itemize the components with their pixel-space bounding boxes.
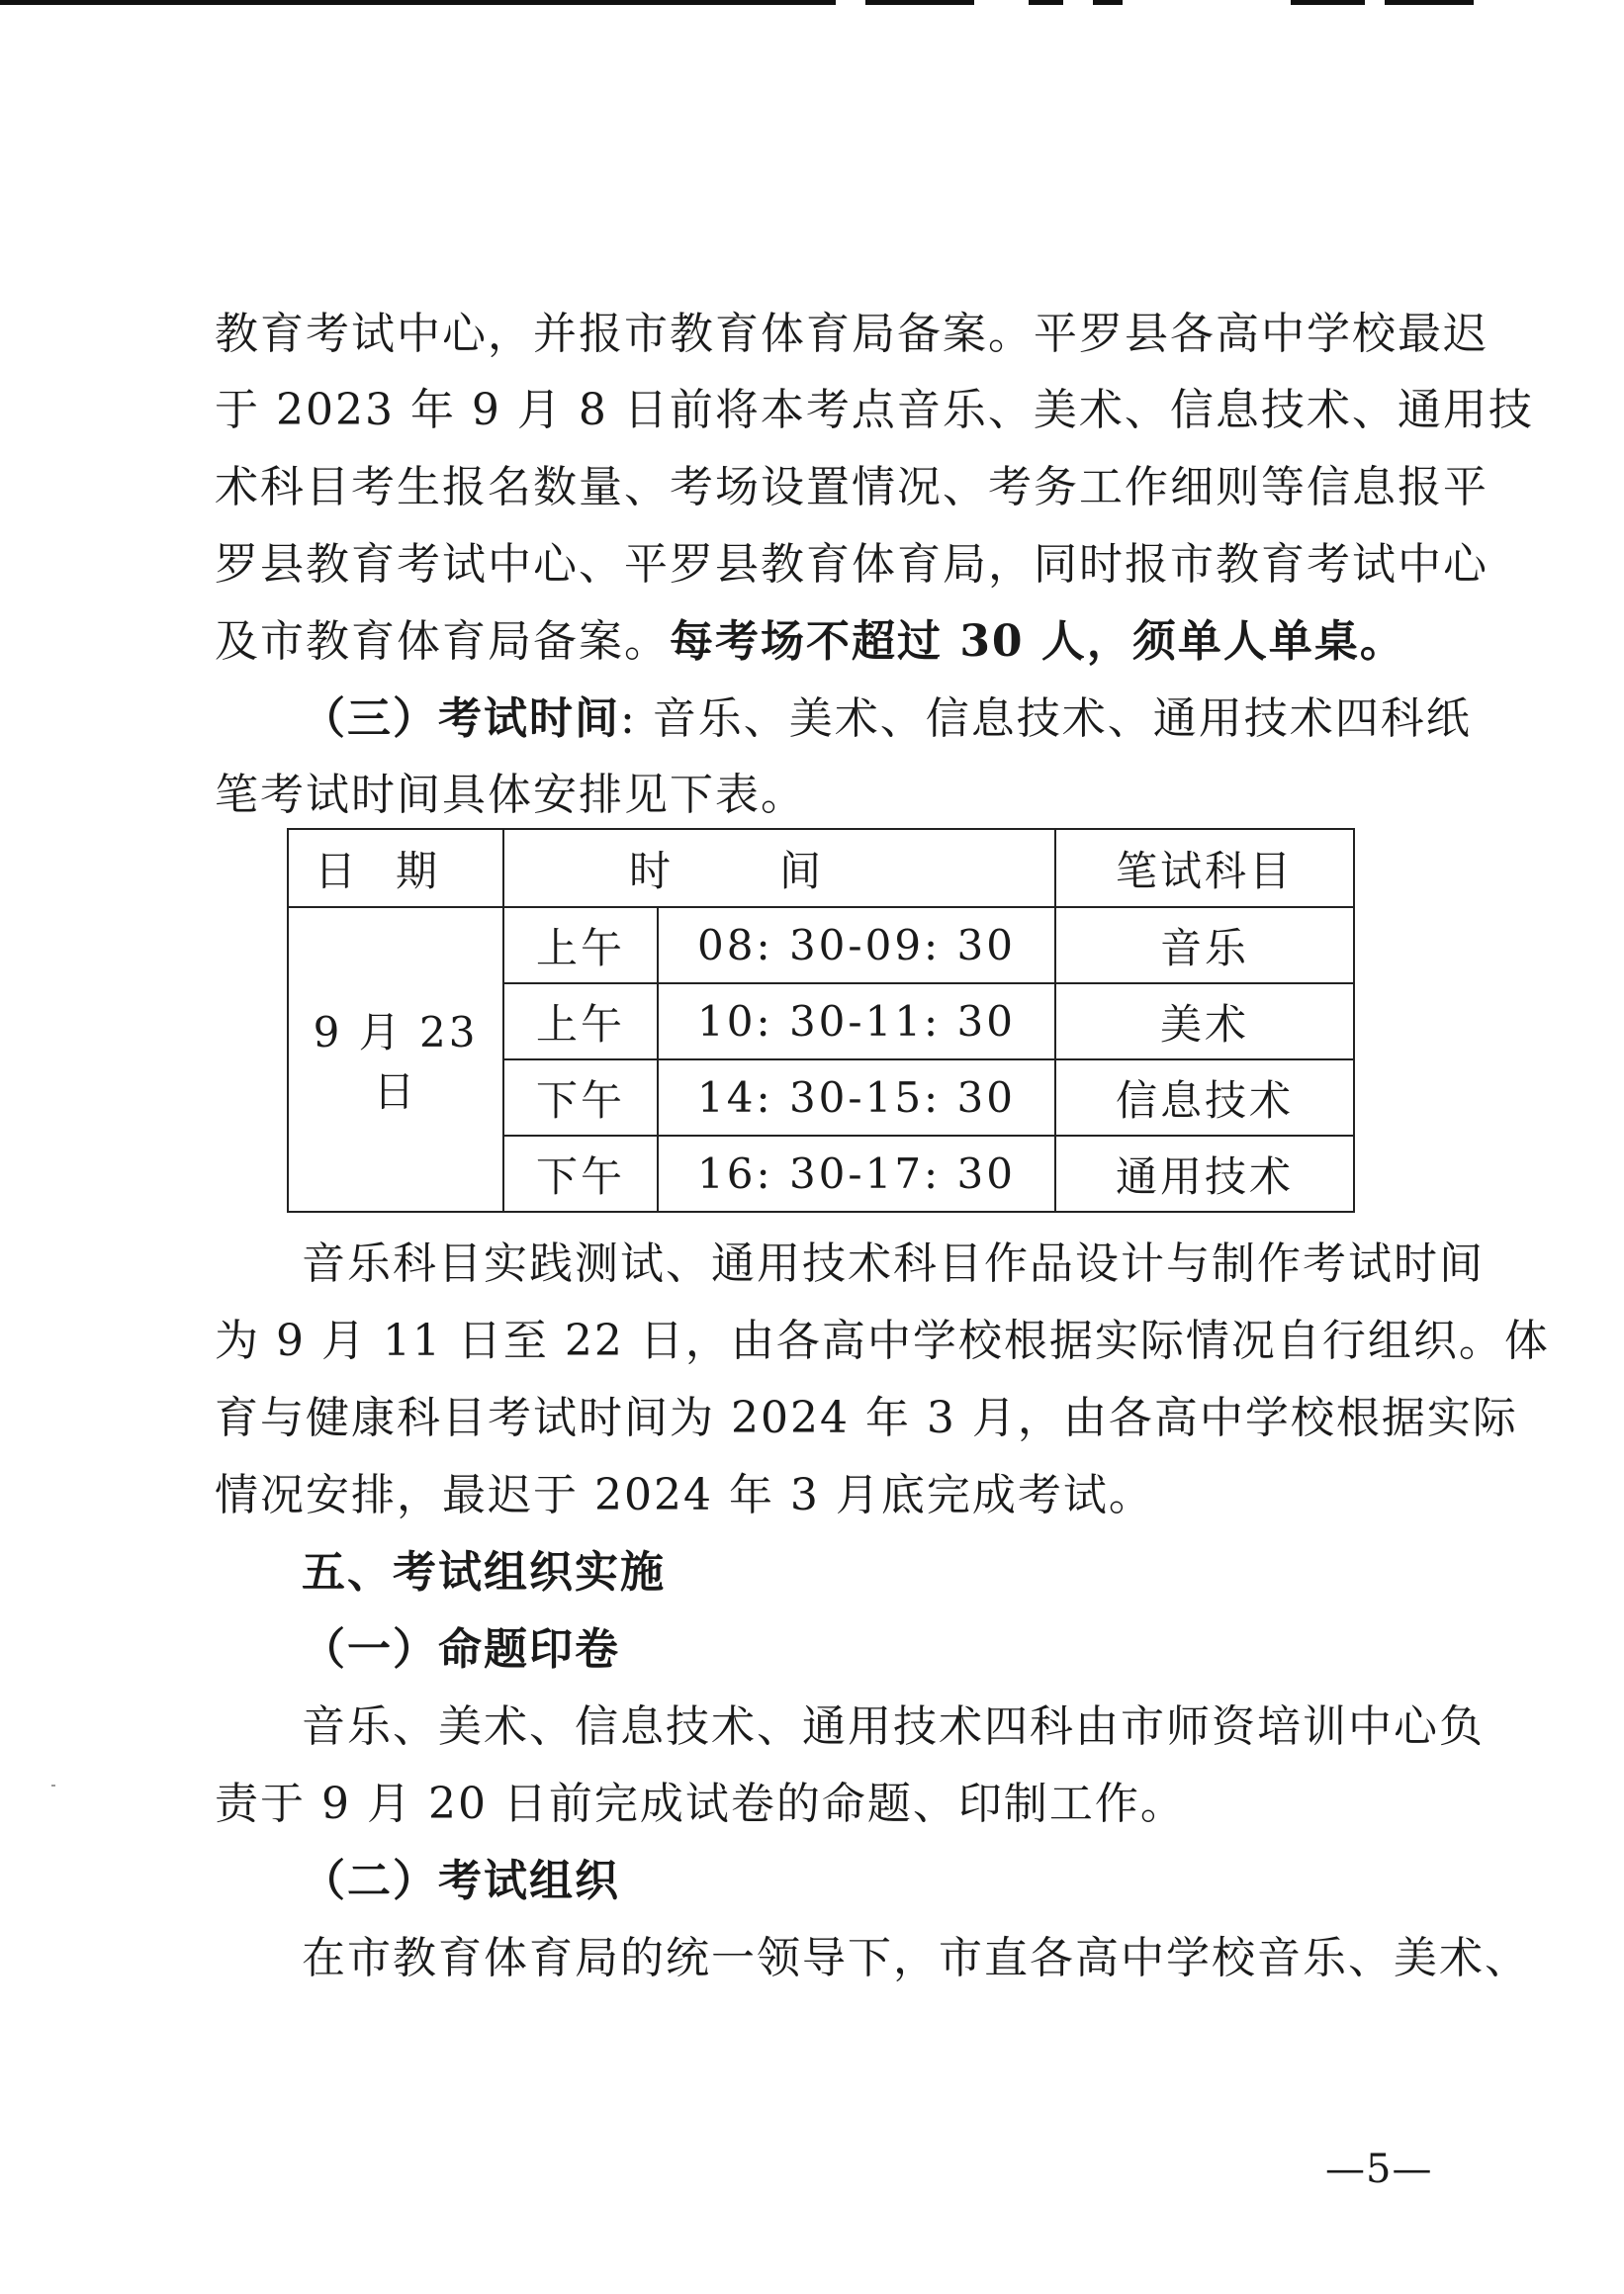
paragraph-line: 育与健康科目考试时间为 2024 年 3 月，由各高中学校根据实际	[215, 1393, 1518, 1443]
subject-cell: 信息技术	[1055, 1059, 1354, 1136]
period-cell: 上午	[503, 983, 658, 1059]
time-cell: 10: 30-11: 30	[658, 983, 1055, 1059]
scan-edge-mark	[1093, 0, 1123, 5]
period-cell: 上午	[503, 907, 658, 983]
table-header-row	[288, 829, 1354, 907]
scan-edge-mark	[1291, 0, 1365, 5]
subsection-heading: （一）命题印卷	[302, 1624, 620, 1675]
section-heading: （三）考试时间	[302, 693, 620, 744]
paragraph-line: 于 2023 年 9 月 8 日前将本考点音乐、美术、信息技术、通用技	[215, 385, 1534, 435]
page-number: —5—	[1325, 2147, 1433, 2192]
period-cell: 下午	[503, 1059, 658, 1136]
scan-edge-mark	[0, 0, 836, 5]
header-time: 时间	[503, 829, 1055, 907]
paragraph-line: 教育考试中心，并报市教育体育局备案。平罗县各高中学校最迟	[215, 309, 1489, 359]
scan-edge-mark	[865, 0, 974, 5]
paragraph-line	[215, 612, 1426, 672]
subject-cell: 美术	[1055, 983, 1354, 1059]
paragraph-line: 笔考试时间具体安排见下表。	[215, 770, 806, 820]
paragraph-line: 在市教育体育局的统一领导下，市直各高中学校音乐、美术、	[302, 1933, 1530, 1983]
scan-edge-mark	[1029, 0, 1063, 5]
paragraph-line: 音乐、美术、信息技术、通用技术四科由市师资培训中心负	[302, 1701, 1485, 1752]
time-cell: 14: 30-15: 30	[658, 1059, 1055, 1136]
table-row	[288, 907, 1354, 983]
paragraph-line: 音乐科目实践测试、通用技术科目作品设计与制作考试时间	[302, 1239, 1485, 1289]
subsection-heading: （二）考试组织	[302, 1856, 620, 1906]
header-date: 日期	[288, 829, 503, 907]
time-cell: 16: 30-17: 30	[658, 1136, 1055, 1212]
time-cell: 08: 30-09: 30	[658, 907, 1055, 983]
paragraph-line: 罗县教育考试中心、平罗县教育体育局，同时报市教育考试中心	[215, 539, 1489, 590]
paragraph-line: 情况安排，最迟于 2024 年 3 月底完成考试。	[215, 1470, 1154, 1520]
exam-schedule-table	[287, 828, 1355, 1213]
paragraph-line: 为 9 月 11 日至 22 日，由各高中学校根据实际情况自行组织。体	[215, 1316, 1550, 1366]
section-heading: 五、考试组织实施	[302, 1547, 666, 1598]
header-subject: 笔试科目	[1055, 829, 1354, 907]
section-text: : 音乐、美术、信息技术、通用技术四科纸	[620, 693, 1472, 744]
paragraph-text: 及市教育体育局备案。	[215, 616, 670, 667]
subject-cell: 音乐	[1055, 907, 1354, 983]
paragraph-line: 术科目考生报名数量、考场设置情况、考务工作细则等信息报平	[215, 462, 1489, 512]
subject-cell: 通用技术	[1055, 1136, 1354, 1212]
paragraph-line: 责于 9 月 20 日前完成试卷的命题、印制工作。	[215, 1779, 1186, 1829]
date-cell: 9 月 23 日	[288, 907, 503, 1212]
bold-requirement: 每考场不超过 30 人，须单人单桌。	[670, 616, 1405, 667]
scan-edge-mark	[1385, 0, 1474, 5]
section-line	[302, 689, 1472, 749]
scan-speck	[51, 1785, 55, 1787]
period-cell: 下午	[503, 1136, 658, 1212]
